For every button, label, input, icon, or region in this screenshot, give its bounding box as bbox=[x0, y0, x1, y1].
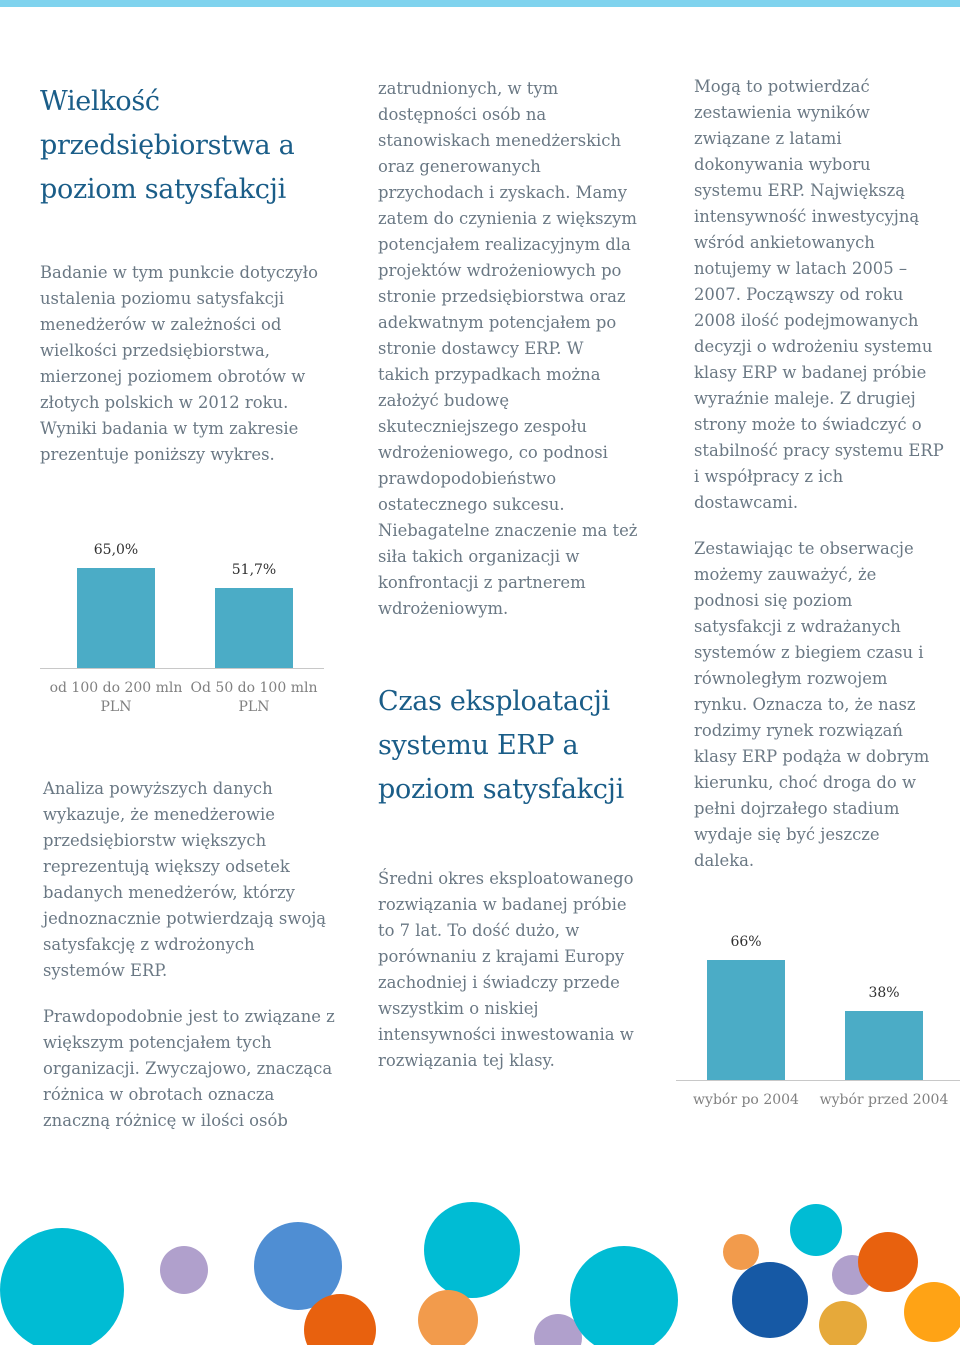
top-accent-bar bbox=[0, 0, 960, 7]
decorative-circle bbox=[424, 1202, 520, 1298]
decorative-circle bbox=[819, 1301, 867, 1349]
chart-bar bbox=[77, 568, 155, 668]
chart-bar bbox=[707, 960, 785, 1080]
chart-value-label: 65,0% bbox=[93, 542, 139, 558]
conclusion-paragraph: Zestawiając te obserwacje możemy zauważyć, że podnosi się poziom satysfakcji z wdrażanych systemów z biegiem czasu i równoległym rozwojem rynku. Oznacza to, że nasz rodzimy rynek rozwiązań klasy ERP podąża w dobrym kierunku, choć droga do w pełni dojrzałego stadium wydaje się być jeszcze daleka. bbox=[694, 539, 930, 870]
column-2 bbox=[378, 76, 638, 1074]
decorative-circle bbox=[0, 1228, 124, 1352]
decorative-circle bbox=[570, 1246, 678, 1354]
confirm-paragraph: Mogą to potwierdzać zestawienia wyników związane z latami dokonywania wyboru systemu ERP. Największą intensywność inwestycyjną wśród ankietowanych notujemy w latach 2005 – 2007. Począwszy od roku 2008 ilość podejmowanych decyzji o wdrożeniu systemu klasy ERP w badanej próbie wyraźnie maleje. Z drugiej strony może to świadczyć o stabilność pracy systemu ERP i współpracy z ich dostawcami. bbox=[694, 77, 944, 512]
column-3 bbox=[694, 74, 944, 874]
decorative-circle bbox=[858, 1232, 918, 1292]
chart-axis bbox=[676, 1080, 960, 1081]
chart-value-label: 66% bbox=[730, 934, 762, 950]
decorative-circle bbox=[418, 1290, 478, 1350]
chart-axis bbox=[40, 668, 324, 669]
decorative-circle bbox=[304, 1294, 376, 1366]
chart-company-size bbox=[40, 530, 330, 730]
average-period-paragraph: Średni okres eksploatowanego rozwiązania w badanej próbie to 7 lat. To dość dużo, w porównaniu z krajami Europy zachodniej i świadczy przede wszystkim o niskiej intensywności inwestowania w rozwiązania tej klasy. bbox=[378, 869, 634, 1070]
chart-category-label: wybór po 2004 bbox=[693, 1092, 799, 1108]
chart-value-label: 38% bbox=[868, 984, 900, 1001]
chart-category-label: Od 50 do 100 mln PLN bbox=[190, 680, 318, 715]
column-1 bbox=[40, 80, 340, 468]
intro-paragraph: Badanie w tym punkcie dotyczyło ustalenia poziomu satysfakcji menedżerów w zależności od wielkości przedsiębiorstwa, mierzonej poziomem obrotów w złotych polskich w 2012 roku. Wyniki badania w tym zakresie prezentuje poniższy wykres. bbox=[40, 263, 318, 464]
continuation-paragraph: zatrudnionych, w tym dostępności osób na stanowiskach menedżerskich oraz generowanych przychodach i zyskach. Mamy zatem do czynienia z większym potencjałem realizacyjnym dla projektów wdrożeniowych po stronie przedsiębiorstwa oraz adekwatnym potencjałem po stronie dostawcy ERP. W takich przypadkach można założyć budowę skuteczniejszego zespołu wdrożeniowego, co podnosi prawdopodobieństwo ostatecznego sukcesu. Niebagatelne znaczenie ma też siła takich organizacji w konfrontacji z partnerem wdrożeniowym. bbox=[378, 79, 638, 618]
decorative-circle bbox=[732, 1262, 808, 1338]
heading-operation-time: Czas eksploatacji systemu ERP a poziom satysfakcji bbox=[378, 686, 624, 805]
chart-bar bbox=[215, 588, 293, 668]
decorative-circle bbox=[904, 1282, 960, 1342]
analysis-paragraph: Analiza powyższych danych wykazuje, że menedżerowie przedsiębiorstw większych reprezentują większy odsetek badanych menedżerów, którzy jednoznacznie potwierdzają swoją satysfakcję z wdrożonych systemów ERP. bbox=[43, 779, 327, 980]
probably-paragraph: Prawdopodobnie jest to związane z większym potencjałem tych organizacji. Zwyczajowo, znacząca różnica w obrotach oznacza znaczną różnicę w ilości osób bbox=[43, 1007, 335, 1130]
chart-category-label: wybór przed 2004 bbox=[819, 1092, 949, 1108]
chart-category-label: od 100 do 200 mln PLN bbox=[49, 680, 183, 715]
heading-company-size: Wielkość przedsiębiorstwa a poziom satysfakcji bbox=[40, 86, 295, 205]
decorative-circle bbox=[790, 1204, 842, 1256]
chart-value-label: 51,7% bbox=[231, 562, 277, 579]
chart-bar bbox=[845, 1011, 923, 1080]
chart-selection-year bbox=[676, 925, 960, 1125]
column-1-lower bbox=[43, 776, 338, 1134]
decorative-circle bbox=[160, 1246, 208, 1294]
